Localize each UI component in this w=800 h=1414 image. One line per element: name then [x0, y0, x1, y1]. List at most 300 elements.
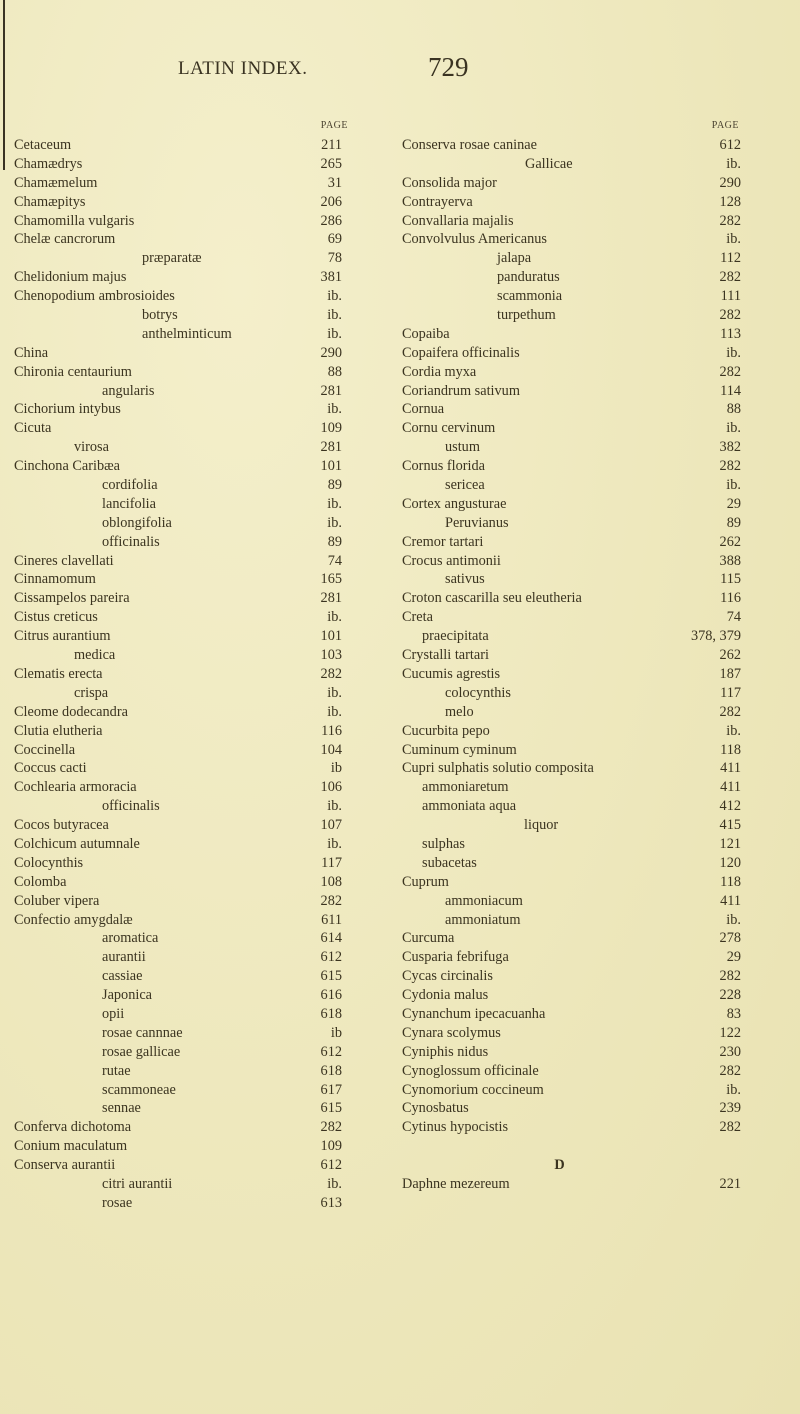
entry-term: Consolida major	[402, 174, 497, 191]
entry-term: Daphne mezereum	[402, 1175, 510, 1192]
entry-term: botrys	[142, 307, 178, 324]
entry-term: Cremor tartari	[402, 533, 484, 550]
entry-page: ib.	[327, 684, 342, 701]
entry-term: Copaiba	[402, 325, 450, 342]
entry-term: Cineres clavellati	[14, 552, 114, 569]
index-entry	[14, 533, 356, 552]
index-entry	[402, 741, 741, 760]
entry-term: Conserva rosae caninae	[402, 137, 537, 153]
entry-term: Cochlearia armoracia	[14, 779, 137, 796]
index-entry	[402, 382, 741, 401]
entry-page: 282	[719, 703, 741, 720]
index-entry	[14, 854, 356, 873]
entry-term: Cocos butyracea	[14, 817, 109, 834]
entry-term: officinalis	[102, 798, 160, 815]
index-entry	[402, 1137, 717, 1156]
entry-term: Cissampelos pareira	[14, 590, 130, 607]
entry-page: 104	[320, 741, 342, 758]
index-entry	[402, 778, 741, 797]
index-entry	[14, 816, 356, 835]
index-entry	[402, 344, 741, 363]
entry-page: 290	[719, 174, 741, 191]
entry-term: rutae	[102, 1062, 131, 1079]
entry-page: 381	[320, 269, 342, 286]
index-entry	[402, 268, 741, 287]
entry-term: Cuminum cyminum	[402, 741, 517, 758]
entry-page: 378, 379	[690, 628, 741, 645]
entry-page: 281	[320, 590, 342, 607]
entry-term: subacetas	[422, 854, 477, 871]
entry-page: 69	[327, 231, 342, 248]
entry-page: 113	[720, 325, 741, 342]
entry-page: ib	[330, 760, 342, 777]
page-column-header: PAGE	[320, 120, 348, 131]
index-entry	[14, 136, 356, 155]
entry-term: Convallaria majalis	[402, 212, 514, 229]
entry-page: 262	[719, 647, 741, 664]
index-entry	[402, 1118, 741, 1137]
entry-term: D	[554, 1157, 565, 1174]
index-entry	[14, 1137, 356, 1156]
entry-page: 165	[320, 571, 342, 588]
entry-page: 612	[320, 949, 342, 966]
entry-page: 616	[320, 987, 342, 1004]
index-entry	[402, 1005, 741, 1024]
index-entry	[402, 722, 741, 741]
entry-term: sulphas	[422, 835, 465, 852]
index-entry	[402, 400, 741, 419]
entry-term: melo	[445, 703, 474, 720]
entry-page: 618	[320, 1062, 342, 1079]
entry-page: ib.	[327, 609, 342, 626]
entry-page: 412	[719, 798, 741, 815]
entry-page: ib.	[726, 420, 741, 437]
entry-page: 281	[320, 439, 342, 456]
entry-page: 282	[719, 1062, 741, 1079]
index-entry	[402, 457, 741, 476]
index-entry	[14, 1118, 356, 1137]
index-entry	[402, 174, 741, 193]
index-entry	[14, 759, 356, 778]
index-entry	[402, 703, 741, 722]
index-entry	[402, 627, 741, 646]
entry-term: Copaifera officinalis	[402, 344, 520, 361]
entry-term: anthelminticum	[142, 325, 232, 342]
entry-term: Coriandrum sativum	[402, 382, 520, 399]
entry-page: 88	[726, 401, 741, 418]
entry-term: Cynoglossum officinale	[402, 1062, 539, 1079]
entry-page: 118	[720, 873, 741, 890]
entry-term: Japonica	[102, 987, 153, 1004]
entry-page: 262	[719, 533, 741, 550]
index-entry	[402, 1062, 741, 1081]
entry-page: ib.	[726, 1081, 741, 1098]
entry-page: ib.	[327, 401, 342, 418]
entry-term: Cornu cervinum	[402, 420, 496, 437]
index-entry	[402, 193, 741, 212]
index-entry	[14, 646, 356, 665]
index-entry	[402, 476, 741, 495]
index-entry	[14, 325, 356, 344]
index-entry	[402, 759, 741, 778]
entry-page: 78	[327, 250, 342, 267]
index-entry	[14, 703, 356, 722]
entry-page: 109	[320, 420, 342, 437]
entry-term: Crystalli tartari	[402, 647, 489, 664]
entry-term: Coluber vipera	[14, 892, 100, 909]
entry-page: 211	[321, 137, 342, 153]
entry-page: 74	[726, 609, 741, 626]
entry-term: Cornua	[402, 401, 445, 418]
entry-page: 612	[719, 137, 741, 153]
entry-page: 89	[726, 514, 741, 531]
entry-page: 615	[320, 968, 342, 985]
index-entry	[402, 212, 741, 231]
entry-page: 239	[719, 1100, 741, 1117]
entry-page: ib.	[327, 835, 342, 852]
index-entry	[402, 1081, 741, 1100]
index-entry	[402, 363, 741, 382]
entry-term: ammoniaretum	[422, 779, 509, 796]
entry-term: cordifolia	[102, 477, 158, 494]
entry-page: ib.	[327, 514, 342, 531]
index-entry	[14, 438, 356, 457]
entry-page: 115	[720, 571, 741, 588]
entry-term: Chelæ cancrorum	[14, 231, 116, 248]
index-entry	[402, 495, 741, 514]
index-entry	[14, 835, 356, 854]
index-entry	[14, 552, 356, 571]
index-entry	[402, 249, 741, 268]
entry-term: aromatica	[102, 930, 159, 947]
entry-page: 278	[719, 930, 741, 947]
entry-term: Contrayerva	[402, 193, 473, 210]
entry-term: scammonia	[497, 288, 563, 305]
entry-page: 282	[719, 1119, 741, 1136]
index-entry	[402, 1099, 741, 1118]
entry-page: ib.	[726, 231, 741, 248]
entry-term: rosae cannnae	[102, 1024, 183, 1041]
index-entry	[14, 1081, 356, 1100]
index-entry	[402, 136, 741, 155]
entry-page: 31	[327, 174, 342, 191]
index-entry	[14, 627, 356, 646]
entry-term: angularis	[102, 382, 155, 399]
entry-term: Creta	[402, 609, 433, 626]
index-entry	[14, 476, 356, 495]
entry-term: scammoneae	[102, 1081, 176, 1098]
index-entry	[402, 438, 741, 457]
entry-page: 617	[320, 1081, 342, 1098]
entry-page: 282	[320, 665, 342, 682]
index-entry	[402, 230, 741, 249]
entry-page: 411	[720, 760, 741, 777]
entry-term: Chelidonium majus	[14, 269, 127, 286]
entry-term: Cornus florida	[402, 458, 485, 475]
entry-page: ib.	[726, 722, 741, 739]
entry-page: 282	[719, 212, 741, 229]
index-entry	[14, 986, 356, 1005]
entry-page: 282	[719, 363, 741, 380]
entry-page: 117	[720, 684, 741, 701]
index-entry	[14, 419, 356, 438]
entry-page: 282	[719, 458, 741, 475]
index-entry	[402, 854, 741, 873]
index-entry	[14, 665, 356, 684]
running-head	[0, 52, 800, 88]
entry-term: Cynomorium coccineum	[402, 1081, 544, 1098]
index-entry	[402, 325, 741, 344]
entry-page: 221	[719, 1175, 741, 1192]
entry-term: Cydonia malus	[402, 987, 489, 1004]
entry-term: cassiae	[102, 968, 143, 985]
entry-term: Cupri sulphatis solutio composita	[402, 760, 594, 777]
entry-page: 265	[320, 155, 342, 172]
index-entry	[402, 155, 741, 174]
entry-page: 611	[321, 911, 342, 928]
index-entry	[402, 287, 741, 306]
index-entry	[402, 911, 741, 930]
entry-term: Colocynthis	[14, 854, 84, 871]
entry-term: virosa	[74, 439, 109, 456]
index-entry	[14, 684, 356, 703]
entry-term: Citrus aurantium	[14, 628, 111, 645]
entry-term: turpethum	[497, 307, 556, 324]
section-letter	[402, 1156, 717, 1175]
entry-page: ib.	[726, 344, 741, 361]
index-column-left	[14, 120, 356, 1213]
entry-page: 388	[719, 552, 741, 569]
index-entry	[402, 797, 741, 816]
index-entry	[402, 986, 741, 1005]
index-entry	[14, 306, 356, 325]
entry-page: ib.	[726, 911, 741, 928]
index-entry	[402, 306, 741, 325]
index-entry	[14, 1194, 356, 1213]
index-entry	[402, 608, 741, 627]
entry-term: crispa	[74, 684, 109, 701]
index-entry	[14, 230, 356, 249]
entry-page: 101	[320, 628, 342, 645]
entry-term: ammoniatum	[445, 911, 521, 928]
entry-term: colocynthis	[445, 684, 511, 701]
index-entry	[402, 646, 741, 665]
entry-page: 114	[720, 382, 741, 399]
index-entry	[402, 533, 741, 552]
entry-page: 286	[320, 212, 342, 229]
entry-term: Cynanchum ipecacuanha	[402, 1005, 546, 1022]
entry-term: ammoniacum	[445, 892, 523, 909]
entry-page: ib.	[327, 1175, 342, 1192]
entry-term: Cordia myxa	[402, 363, 477, 380]
index-entry	[402, 570, 741, 589]
entry-page: 612	[320, 1157, 342, 1174]
entry-term: citri aurantii	[102, 1175, 173, 1192]
entry-page: 615	[320, 1100, 342, 1117]
index-entries-left	[14, 136, 356, 1213]
index-entry	[14, 174, 356, 193]
entry-page: ib.	[327, 307, 342, 324]
entry-page: 290	[320, 344, 342, 361]
index-entry	[14, 287, 356, 306]
index-entry	[14, 948, 356, 967]
entry-page: 614	[320, 930, 342, 947]
entry-term: Cytinus hypocistis	[402, 1119, 509, 1136]
entry-page: 112	[720, 250, 741, 267]
entry-term: officinalis	[102, 533, 160, 550]
index-entry	[14, 797, 356, 816]
entry-term: Cusparia febrifuga	[402, 949, 509, 966]
entry-term: Coccinella	[14, 741, 76, 758]
index-entry	[14, 1024, 356, 1043]
index-entry	[402, 1043, 741, 1062]
entry-term: Conferva dichotoma	[14, 1119, 132, 1136]
entry-page: ib.	[327, 798, 342, 815]
entry-term: Chamæpitys	[14, 193, 86, 210]
entry-term: Cucumis agrestis	[402, 665, 501, 682]
entry-term: Cortex angusturae	[402, 495, 507, 512]
entry-term: sericea	[445, 477, 485, 494]
index-entry	[14, 495, 356, 514]
page-column-header: PAGE	[711, 120, 739, 131]
entry-page: 612	[320, 1043, 342, 1060]
entry-page: 128	[719, 193, 741, 210]
entry-term: Cyniphis nidus	[402, 1043, 489, 1060]
entry-page: ib	[330, 1024, 342, 1041]
entry-term: praecipitata	[422, 628, 489, 645]
entry-term: Cuprum	[402, 873, 449, 890]
entry-term: Chamæmelum	[14, 174, 98, 191]
index-entry	[402, 419, 741, 438]
entry-page: 83	[726, 1005, 741, 1022]
entry-page: ib.	[327, 703, 342, 720]
index-entry	[14, 570, 356, 589]
entry-term: Chamædrys	[14, 155, 83, 172]
entry-page: 106	[320, 779, 342, 796]
entry-page: 109	[320, 1138, 342, 1155]
entry-term: rosae	[102, 1194, 133, 1211]
entry-term: Convolvulus Americanus	[402, 231, 547, 248]
index-entry	[402, 684, 741, 703]
entry-page: 111	[720, 288, 741, 305]
entry-term: Colomba	[14, 873, 67, 890]
entry-page: 118	[720, 741, 741, 758]
index-entry	[14, 514, 356, 533]
entry-page: ib.	[327, 288, 342, 305]
index-entry	[402, 948, 741, 967]
index-entry	[14, 344, 356, 363]
entry-term: Cichorium intybus	[14, 401, 121, 418]
entry-term: ustum	[445, 439, 480, 456]
index-entry	[14, 363, 356, 382]
index-entry	[402, 816, 741, 835]
index-entry	[402, 514, 741, 533]
entry-page: 117	[321, 854, 342, 871]
entry-term: oblongifolia	[102, 514, 172, 531]
index-entry	[14, 249, 356, 268]
entry-term: panduratus	[497, 269, 560, 286]
entry-page: 108	[320, 873, 342, 890]
entry-page: 415	[719, 817, 741, 834]
entry-term: Gallicae	[525, 155, 573, 172]
entry-page: ib.	[327, 495, 342, 512]
index-entry	[14, 155, 356, 174]
index-entry	[14, 400, 356, 419]
entry-page: 206	[320, 193, 342, 210]
index-entry	[14, 589, 356, 608]
index-entry	[402, 589, 741, 608]
index-entry	[14, 722, 356, 741]
entry-term: rosae gallicae	[102, 1043, 181, 1060]
index-entry	[14, 1005, 356, 1024]
entry-page: 121	[719, 835, 741, 852]
entry-term: ammoniata aqua	[422, 798, 517, 815]
index-entries-right	[402, 136, 741, 1194]
entry-term: jalapa	[497, 250, 532, 267]
entry-page: 107	[320, 817, 342, 834]
entry-term: Colchicum autumnale	[14, 835, 140, 852]
entry-page: 187	[719, 665, 741, 682]
entry-term: China	[14, 344, 49, 361]
entry-term: Curcuma	[402, 930, 455, 947]
entry-term: aurantii	[102, 949, 146, 966]
entry-page: 282	[719, 269, 741, 286]
entry-term: Cycas circinalis	[402, 968, 493, 985]
entry-term: Cynosbatus	[402, 1100, 469, 1117]
entry-term: Chamomilla vulgaris	[14, 212, 135, 229]
entry-page: 613	[320, 1194, 342, 1211]
entry-page: 230	[719, 1043, 741, 1060]
page-title: LATIN INDEX.	[178, 58, 308, 79]
entry-term: Cleome dodecandra	[14, 703, 128, 720]
entry-page: 120	[719, 854, 741, 871]
entry-page: 382	[719, 439, 741, 456]
index-entry	[402, 967, 741, 986]
index-entry	[14, 382, 356, 401]
entry-term: Cicuta	[14, 420, 52, 437]
entry-term: Conserva aurantii	[14, 1157, 116, 1174]
entry-term: sativus	[445, 571, 485, 588]
entry-term: Cynara scolymus	[402, 1024, 501, 1041]
entry-page: 411	[720, 779, 741, 796]
entry-page: 89	[327, 533, 342, 550]
entry-page: ib.	[726, 155, 741, 172]
index-entry	[14, 193, 356, 212]
entry-term: Chenopodium ambrosioides	[14, 288, 175, 305]
entry-page: 282	[320, 892, 342, 909]
entry-term: Confectio amygdalæ	[14, 911, 133, 928]
index-entry	[402, 665, 741, 684]
entry-term: Clutia elutheria	[14, 722, 103, 739]
entry-term: liquor	[524, 817, 559, 834]
index-entry	[14, 778, 356, 797]
page-number: 729	[428, 52, 469, 82]
entry-term: lancifolia	[102, 495, 156, 512]
entry-term: Croton cascarilla seu eleutheria	[402, 590, 582, 607]
entry-page: 282	[320, 1119, 342, 1136]
index-entry	[14, 212, 356, 231]
entry-page: 103	[320, 647, 342, 664]
index-entry	[402, 1024, 741, 1043]
index-entry	[402, 552, 741, 571]
index-entry	[14, 457, 356, 476]
index-entry	[14, 911, 356, 930]
entry-page: 228	[719, 987, 741, 1004]
entry-term: Cinnamomum	[14, 571, 96, 588]
entry-page: 282	[719, 968, 741, 985]
entry-term: Chironia centaurium	[14, 363, 132, 380]
entry-term: Conium maculatum	[14, 1138, 128, 1155]
